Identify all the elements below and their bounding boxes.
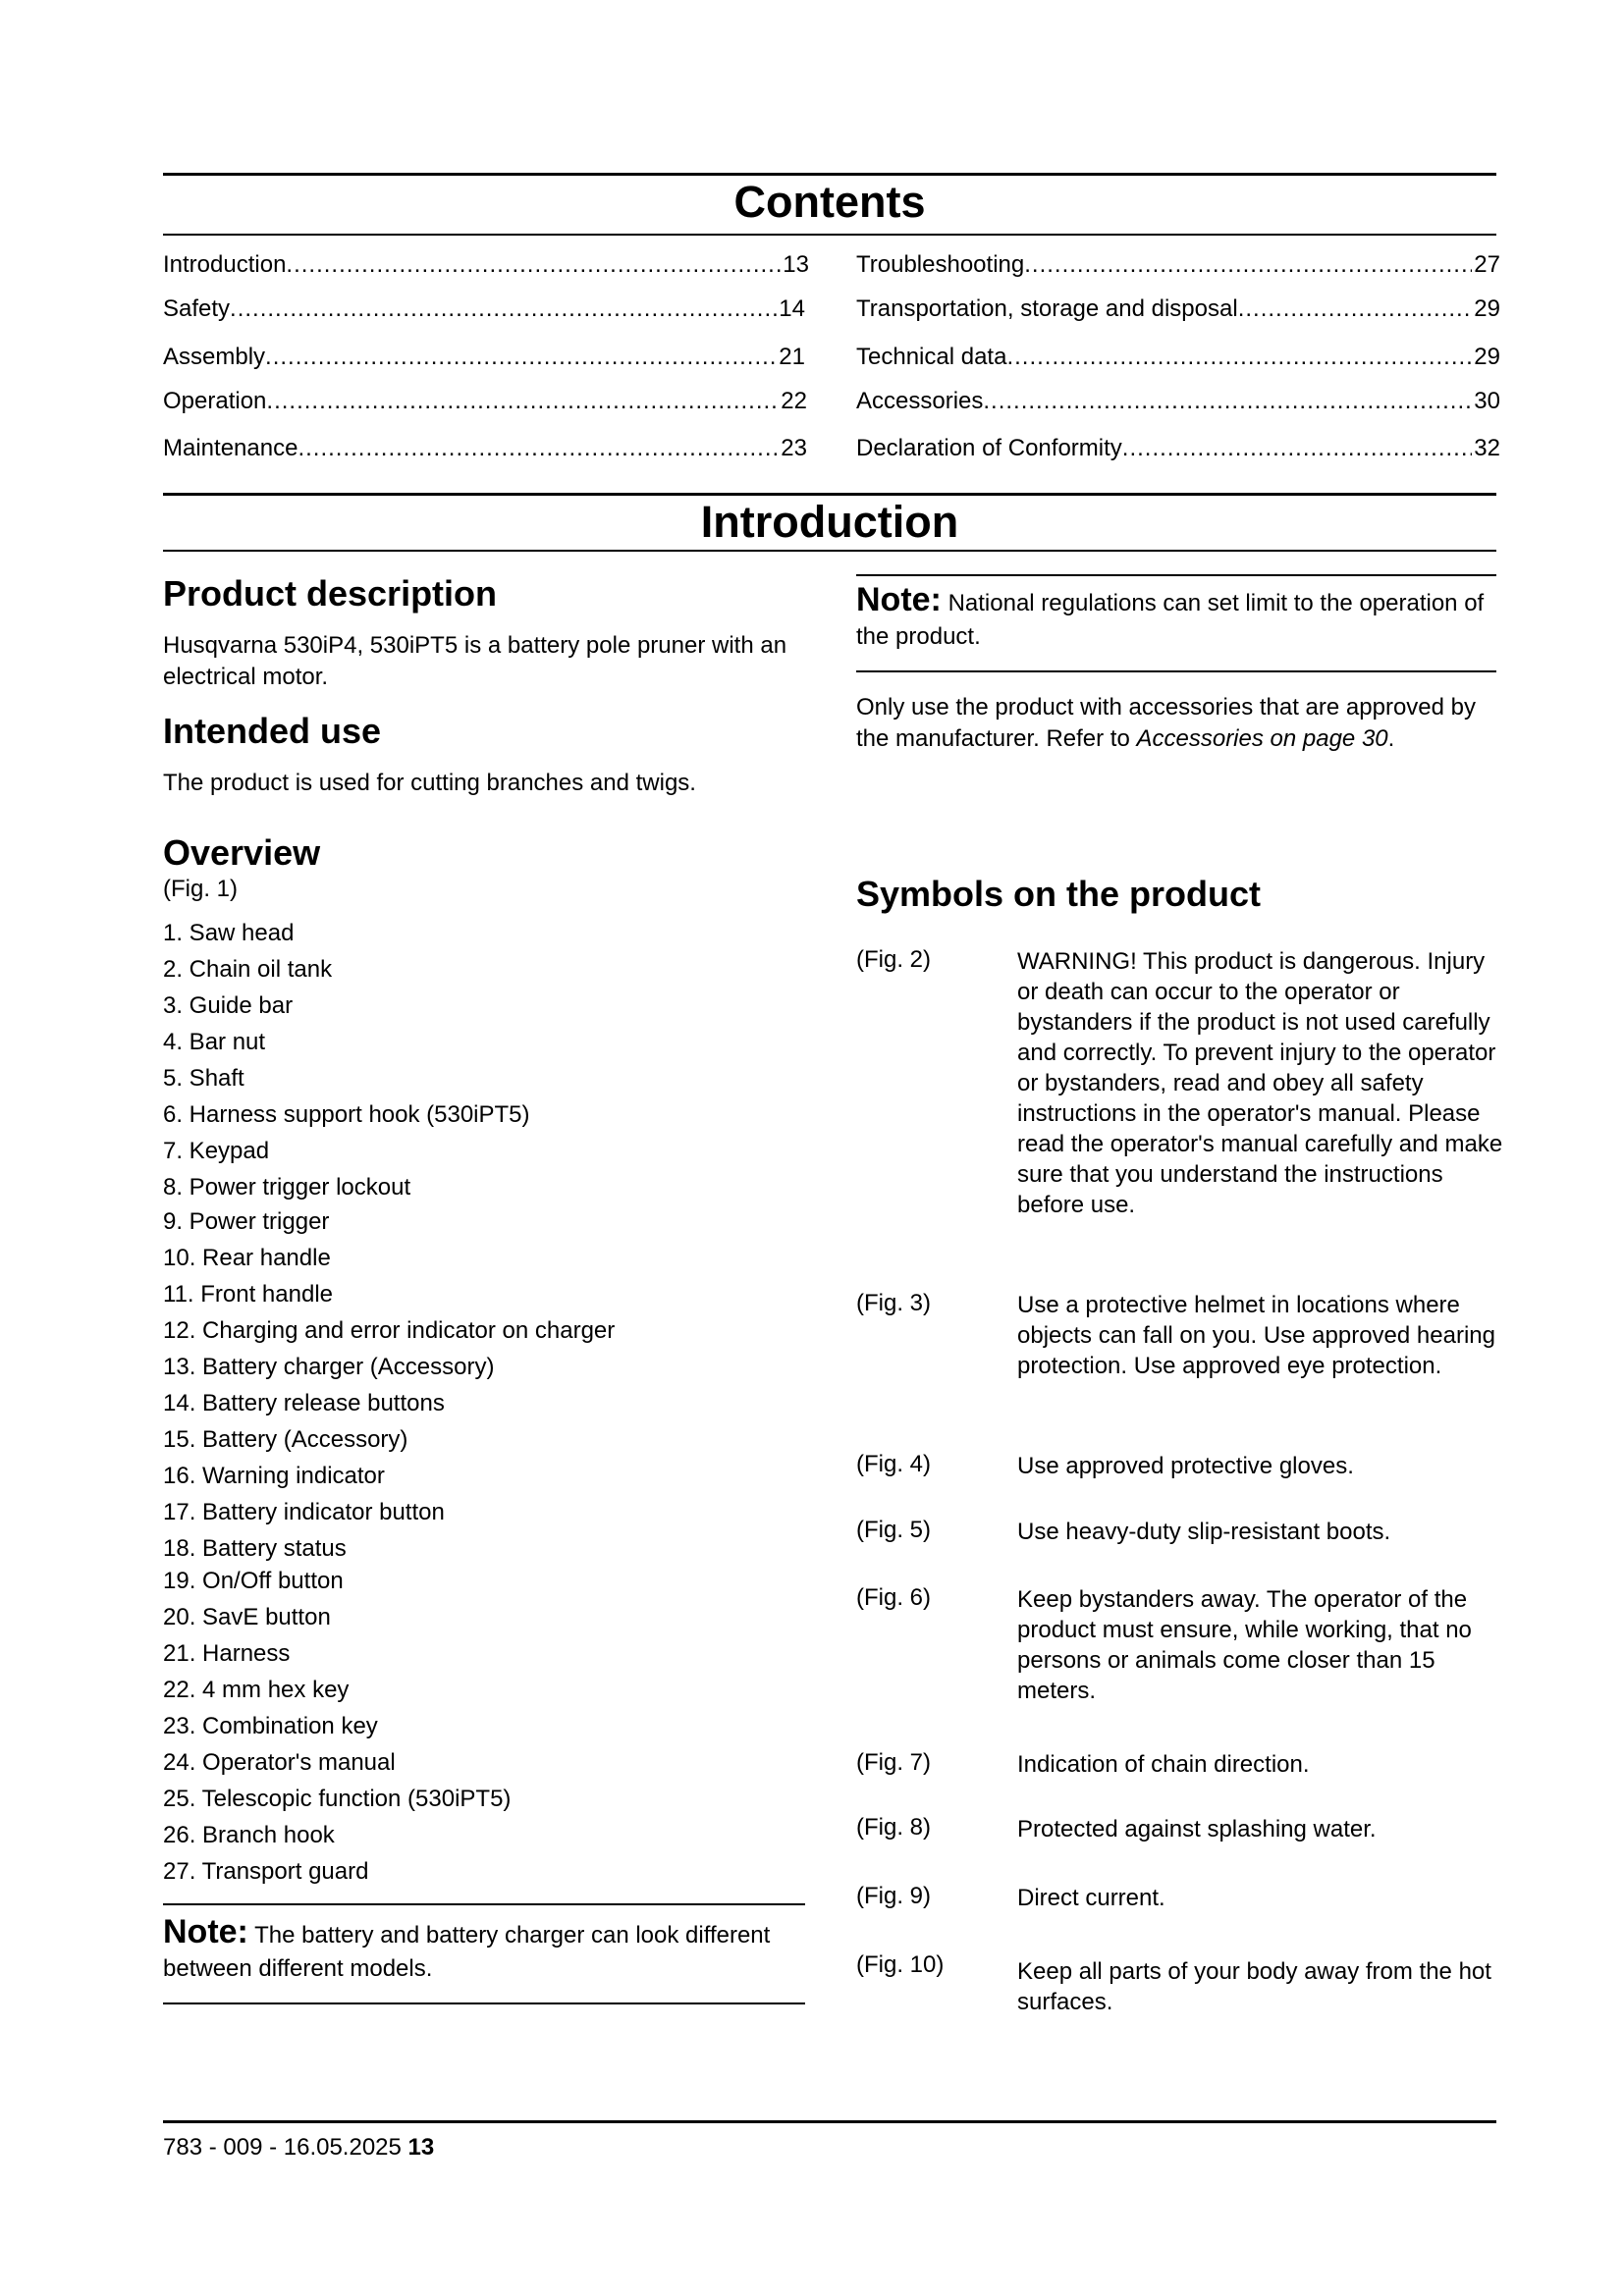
left-note-text: The battery and battery charger can look different between different models. (163, 1922, 771, 1982)
overview-item: 10. Rear handle (163, 1245, 331, 1271)
right-note-bottom-rule (856, 670, 1496, 672)
toc-entry-introduction[interactable] (163, 251, 809, 279)
left-note-top-rule (163, 1903, 805, 1905)
toc-leader (265, 344, 777, 371)
overview-item: 17. Battery indicator button (163, 1499, 445, 1525)
overview-item: 7. Keypad (163, 1138, 270, 1164)
intended-use-text: The product is used for cutting branches and twigs. (163, 770, 696, 796)
toc-entry-declaration[interactable] (856, 435, 1500, 462)
left-note-lead: Note: (163, 1913, 248, 1950)
overview-item: 19. On/Off button (163, 1568, 344, 1594)
right-note-lead: Note: (856, 581, 942, 618)
toc-label: Troubleshooting (856, 251, 1025, 278)
overview-item: 6. Harness support hook (530iPT5) (163, 1101, 530, 1128)
toc-label: Assembly (163, 344, 266, 370)
toc-page: 32 (1474, 435, 1500, 461)
product-description-heading: Product description (163, 573, 498, 614)
toc-page: 29 (1474, 295, 1500, 322)
toc-page: 23 (781, 435, 807, 461)
overview-item: 25. Telescopic function (530iPT5) (163, 1786, 512, 1812)
accessories-text: Only use the product with accessories that are approved by the manufacturer. Refer to (856, 694, 1477, 752)
toc-entry-maintenance[interactable] (163, 435, 807, 462)
overview-item: 12. Charging and error indicator on charger (163, 1317, 616, 1344)
introduction-bottom-rule (163, 550, 1496, 552)
toc-entry-operation[interactable] (163, 388, 807, 415)
overview-item: 8. Power trigger lockout (163, 1174, 411, 1201)
toc-leader (286, 251, 781, 279)
toc-label: Accessories (856, 388, 984, 414)
symbol-description: Keep bystanders away. The operator of the product must ensure, while working, that no persons or animals come closer than 15 meters. (1017, 1586, 1472, 1704)
overview-item: 18. Battery status (163, 1535, 347, 1562)
symbol-description: Direct current. (1017, 1885, 1165, 1911)
symbol-fig-ref: (Fig. 8) (856, 1814, 932, 1841)
overview-item: 5. Shaft (163, 1065, 244, 1092)
symbol-fig-ref: (Fig. 6) (856, 1584, 932, 1611)
overview-item: 24. Operator's manual (163, 1749, 396, 1776)
toc-entry-transportation[interactable] (856, 295, 1500, 323)
contents-bottom-rule (163, 234, 1496, 236)
toc-entry-assembly[interactable] (163, 344, 805, 371)
toc-entry-technical-data[interactable] (856, 344, 1500, 371)
toc-page: 29 (1474, 344, 1500, 370)
symbol-fig-ref: (Fig. 5) (856, 1517, 932, 1543)
overview-item: 15. Battery (Accessory) (163, 1426, 408, 1453)
overview-item: 3. Guide bar (163, 992, 294, 1019)
toc-label: Technical data (856, 344, 1007, 370)
toc-entry-accessories[interactable] (856, 388, 1500, 415)
overview-item: 27. Transport guard (163, 1858, 369, 1885)
toc-page: 13 (783, 251, 809, 278)
symbol-fig-ref: (Fig. 2) (856, 946, 932, 973)
right-note-text: National regulations can set limit to the operation of the product. (856, 590, 1485, 650)
overview-item: 16. Warning indicator (163, 1463, 385, 1489)
contents-title: Contents (733, 177, 926, 227)
overview-item: 26. Branch hook (163, 1822, 335, 1848)
toc-leader (1024, 251, 1472, 279)
symbols-heading: Symbols on the product (856, 874, 1262, 914)
symbol-description: Indication of chain direction. (1017, 1751, 1310, 1778)
toc-page: 21 (779, 344, 805, 370)
right-note-top-rule (856, 574, 1496, 576)
intended-use-heading: Intended use (163, 711, 382, 751)
accessories-end: . (1387, 725, 1395, 752)
left-note (163, 1915, 805, 1986)
symbol-fig-ref: (Fig. 9) (856, 1883, 932, 1909)
footer-doc-id: 783 - 009 - 16.05.2025 (163, 2134, 402, 2161)
toc-page: 30 (1474, 388, 1500, 414)
overview-item: 9. Power trigger (163, 1208, 330, 1235)
overview-item: 23. Combination key (163, 1713, 378, 1739)
toc-entry-safety[interactable] (163, 295, 805, 323)
contents-top-rule (163, 173, 1496, 176)
toc-label: Introduction (163, 251, 287, 278)
toc-label: Safety (163, 295, 231, 322)
toc-leader (983, 388, 1472, 415)
toc-leader (1006, 344, 1472, 371)
overview-item: 14. Battery release buttons (163, 1390, 445, 1416)
right-note (856, 583, 1496, 654)
symbol-fig-ref: (Fig. 3) (856, 1290, 932, 1316)
overview-item: 2. Chain oil tank (163, 956, 333, 983)
symbol-description: Use approved protective gloves. (1017, 1453, 1354, 1479)
toc-entry-troubleshooting[interactable] (856, 251, 1500, 279)
page-footer (163, 2134, 434, 2162)
symbol-fig-ref: (Fig. 7) (856, 1749, 932, 1776)
introduction-top-rule (163, 493, 1496, 496)
toc-label: Maintenance (163, 435, 298, 461)
symbol-fig-ref: (Fig. 4) (856, 1451, 932, 1477)
toc-page: 14 (779, 295, 805, 322)
symbol-description: WARNING! This product is dangerous. Injury or death can occur to the operator or bystanders if the product is not used carefully and correctly. To prevent injury to the operator or bystanders, read and obey all safety instructions in the operator's manual. Please read the operator's manual carefully and make sure that you understand the instructions before use. (1017, 948, 1503, 1218)
overview-item: 11. Front handle (163, 1281, 334, 1308)
toc-label: Operation (163, 388, 267, 414)
accessories-paragraph (856, 692, 1496, 755)
toc-leader (1238, 295, 1473, 323)
overview-item: 20. SavE button (163, 1604, 331, 1630)
overview-heading: Overview (163, 832, 321, 873)
symbol-fig-ref: (Fig. 10) (856, 1951, 945, 1978)
toc-label: Transportation, storage and disposal (856, 295, 1238, 322)
toc-label: Declaration of Conformity (856, 435, 1122, 461)
toc-leader (230, 295, 777, 323)
symbol-description: Use a protective helmet in locations where objects can fall on you. Use approved hearing protection. Use approved eye protection. (1017, 1292, 1495, 1379)
symbol-description: Protected against splashing water. (1017, 1816, 1377, 1842)
product-description-text: Husqvarna 530iP4, 530iPT5 is a battery pole pruner with an electrical motor. (163, 632, 787, 690)
left-note-bottom-rule (163, 2002, 805, 2004)
overview-item: 13. Battery charger (Accessory) (163, 1354, 495, 1380)
toc-page: 27 (1474, 251, 1500, 278)
overview-item: 21. Harness (163, 1640, 291, 1667)
symbol-description: Use heavy-duty slip-resistant boots. (1017, 1519, 1391, 1545)
overview-fig-ref: (Fig. 1) (163, 876, 239, 902)
footer-page-number: 13 (407, 2134, 435, 2161)
toc-page: 22 (781, 388, 807, 414)
toc-leader (1122, 435, 1473, 462)
introduction-title: Introduction (700, 497, 959, 547)
footer-rule (163, 2120, 1496, 2123)
accessories-link[interactable]: Accessories on page 30 (1136, 725, 1388, 752)
toc-leader (266, 388, 779, 415)
symbol-description: Keep all parts of your body away from the hot surfaces. (1017, 1958, 1491, 2015)
overview-item: 4. Bar nut (163, 1029, 266, 1055)
overview-item: 22. 4 mm hex key (163, 1677, 350, 1703)
toc-leader (298, 435, 779, 462)
overview-item: 1. Saw head (163, 920, 295, 946)
